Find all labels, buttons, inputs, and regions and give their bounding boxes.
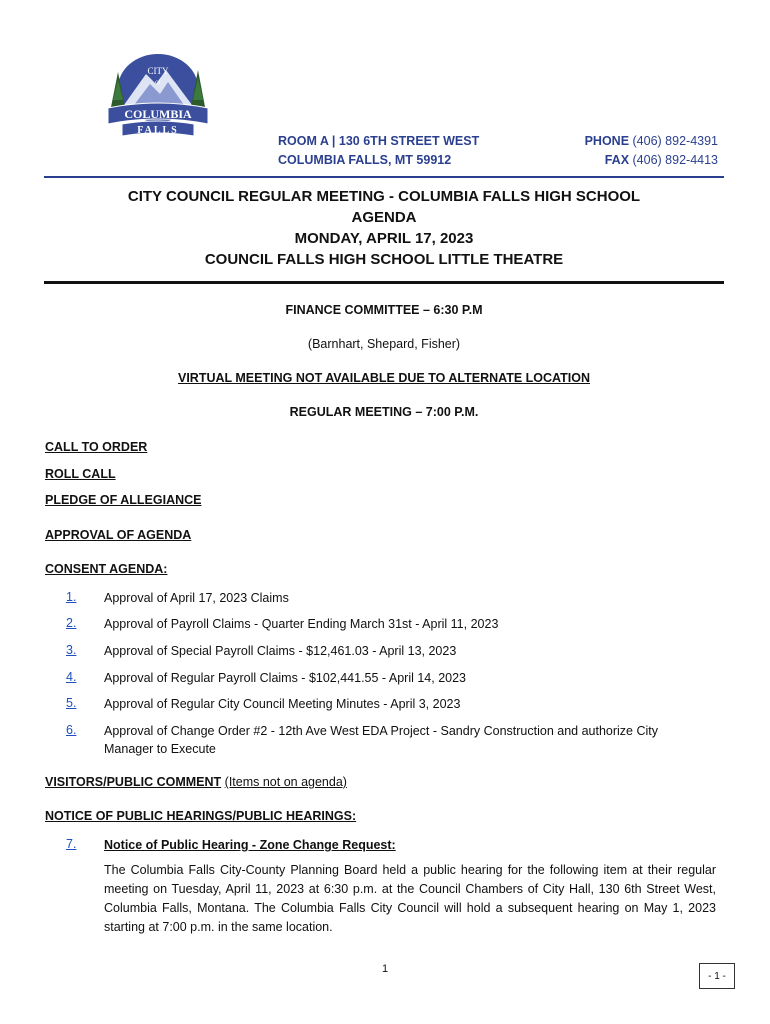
header-divider [44,176,724,178]
address-line-2: COLUMBIA FALLS, MT 59912 [278,153,452,167]
consent-item-number[interactable]: 2. [66,616,77,630]
consent-item: Approval of Change Order #2 - 12th Ave West EDA Project - Sandry Construction and authorize City Manager to Execute [104,724,658,756]
consent-item-number[interactable]: 4. [66,670,77,684]
consent-item: Approval of Regular Payroll Claims - $102,441.55 - April 14, 2023 [104,671,467,685]
page-number: 1 [381,963,389,975]
consent-item: Approval of Special Payroll Claims - $12,461.03 - April 13, 2023 [104,644,457,658]
title-divider [44,281,724,284]
title-line-4: COUNCIL FALLS HIGH SCHOOL LITTLE THEATRE [204,251,564,268]
roll-call: ROLL CALL [45,467,116,481]
phone-label: PHONE [584,134,630,148]
logo-text-city: CITY [147,66,169,76]
logo-text-of: of [155,78,161,86]
logo-text-columbia: COLUMBIA [124,107,192,121]
fax-number: (406) 892-4413 [632,153,718,167]
hearing-item-number[interactable]: 7. [66,837,77,851]
phone-number: (406) 892-4391 [632,134,718,148]
title-line-3: MONDAY, APRIL 17, 2023 [294,230,474,247]
header-contact [585,132,718,170]
visitors-note: (Items not on agenda) [224,775,347,789]
consent-item: Approval of April 17, 2023 Claims [104,591,289,605]
hearing-body: The Columbia Falls City-County Planning Board held a public hearing for the following item at their regular meeting on Tuesday, April 11, 2023 at 6:30 p.m. at the Council Chambers of City Hall, 130 6th Street West, Columbia Falls, Montana. The Columbia Falls City Council will hold a subsequent hearing on May 1, 2023 starting at 7:00 p.m. in the same location. [104,863,716,934]
virtual-meeting-note: VIRTUAL MEETING NOT AVAILABLE DUE TO ALTERNATE LOCATION [177,371,591,385]
fax-label: FAX [604,153,630,167]
page-number-box: - 1 - [699,963,735,989]
finance-committee-members: (Barnhart, Shepard, Fisher) [307,337,461,351]
hearing-title: Notice of Public Hearing - Zone Change Request: [104,838,396,852]
public-hearings-heading: NOTICE OF PUBLIC HEARINGS/PUBLIC HEARINGS: [45,809,357,823]
consent-item-number[interactable]: 5. [66,696,77,710]
regular-meeting-time: REGULAR MEETING – 7:00 P.M. [289,405,479,419]
title-line-2: AGENDA [351,209,417,226]
city-logo [104,50,212,140]
finance-committee-title: FINANCE COMMITTEE – 6:30 P.M [285,303,483,317]
consent-agenda-heading: CONSENT AGENDA: [45,562,168,576]
pledge-of-allegiance: PLEDGE OF ALLEGIANCE [45,493,202,507]
agenda-title [44,186,724,270]
address-line-1: ROOM A | 130 6TH STREET WEST [278,134,480,148]
consent-item: Approval of Regular City Council Meeting Minutes - April 3, 2023 [104,697,461,711]
consent-item-number[interactable]: 6. [66,723,77,737]
consent-item-number[interactable]: 1. [66,590,77,604]
consent-item-number[interactable]: 3. [66,643,77,657]
header-address [278,132,479,170]
logo-text-falls: FALLS [137,125,179,136]
consent-item: Approval of Payroll Claims - Quarter Ending March 31st - April 11, 2023 [104,617,499,631]
visitors-public-comment [45,775,347,789]
approval-of-agenda: APPROVAL OF AGENDA [45,528,192,542]
title-line-1: CITY COUNCIL REGULAR MEETING - COLUMBIA FALLS HIGH SCHOOL [127,188,641,205]
visitors-heading: VISITORS/PUBLIC COMMENT [45,775,222,789]
call-to-order: CALL TO ORDER [45,440,148,454]
